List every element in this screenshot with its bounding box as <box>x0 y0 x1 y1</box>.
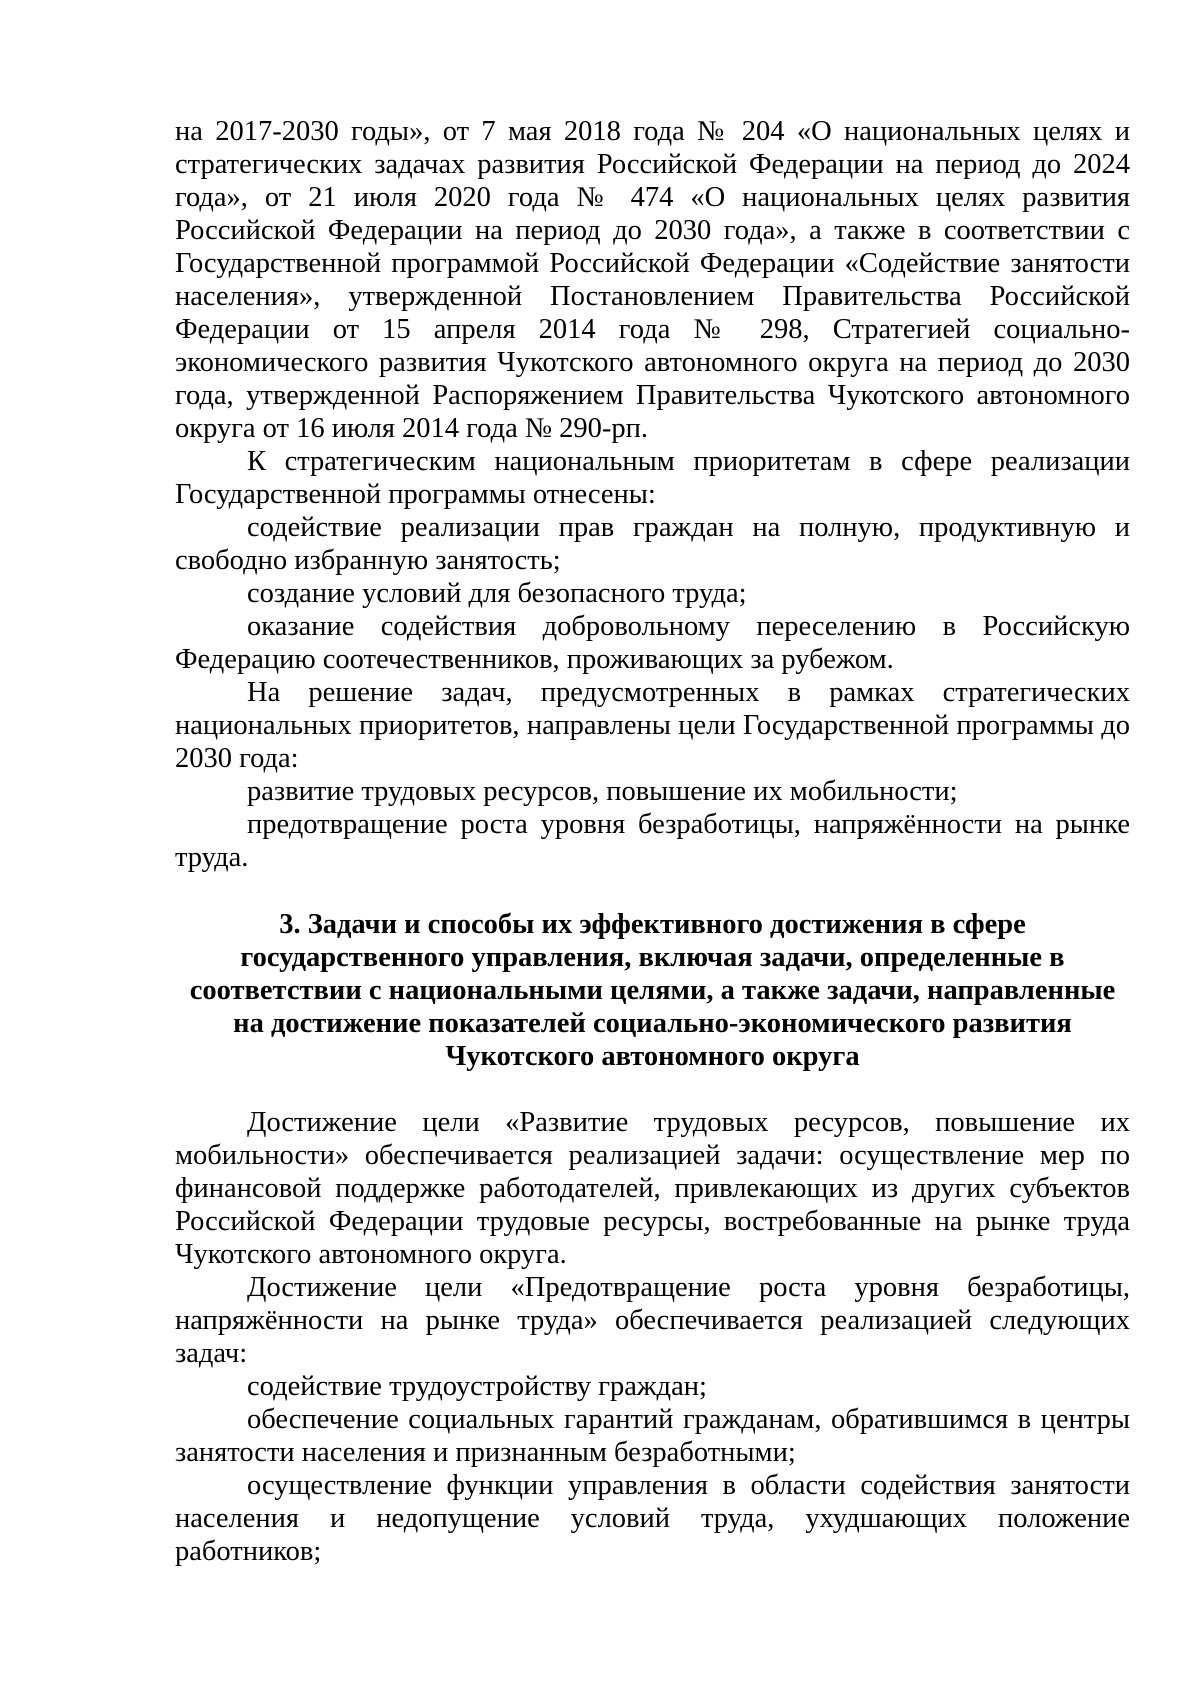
paragraph-task-social-guarantees: обеспечение социальных гарантий гражданам, обратившимся в центры занятости населения и признанным безработными; <box>175 1404 1130 1468</box>
section-heading-line: соответствии с национальными целями, а также задачи, направленные <box>189 975 1116 1006</box>
section-heading-line: Чукотского автономного округа <box>445 1041 860 1072</box>
paragraph-goal-labor-resources: развитие трудовых ресурсов, повышение их мобильности; <box>247 776 958 807</box>
paragraph-priorities-intro: К стратегическим национальным приоритетам в сфере реализации Государственной программы отнесены: <box>175 446 1130 510</box>
paragraph-priority-employment-rights: содействие реализации прав граждан на полную, продуктивную и свободно избранную занятость; <box>175 512 1130 576</box>
paragraph-goals-intro: На решение задач, предусмотренных в рамках стратегических национальных приоритетов, направлены цели Государственной программы до 2030 года: <box>175 677 1130 774</box>
paragraph-task-employment-assistance: содействие трудоустройству граждан; <box>247 1371 707 1402</box>
paragraph-unemployment-tasks-intro: Достижение цели «Предотвращение роста уровня безработицы, напряжённости на рынке труда» обеспечивается реализацией следующих задач: <box>175 1272 1130 1369</box>
paragraph-labor-resources-task: Достижение цели «Развитие трудовых ресурсов, повышение их мобильности» обеспечивается реализацией задачи: осуществление мер по финансовой поддержке работодателей, привлекающих из других субъектов Российской Федерации трудовые ресурсы, востребованные на рынке труда Чукотского автономного округа. <box>175 1107 1130 1270</box>
section-3-heading <box>175 908 1130 1073</box>
spacer <box>175 1073 1130 1106</box>
paragraph-goal-unemployment: предотвращение роста уровня безработицы, напряжённости на рынке труда. <box>175 809 1130 873</box>
paragraph-priority-safe-labor: создание условий для безопасного труда; <box>247 578 747 609</box>
section-heading-line: 3. Задачи и способы их эффективного достижения в сфере <box>279 909 1026 940</box>
paragraph-task-management-functions: осуществление функции управления в области содействия занятости населения и недопущение условий труда, ухудшающих положение работников; <box>175 1470 1130 1567</box>
document-page <box>175 115 1130 1568</box>
paragraph-priority-resettlement: оказание содействия добровольному переселению в Российскую Федерацию соотечественников, проживающих за рубежом. <box>175 611 1130 675</box>
section-heading-line: на достижение показателей социально-экономического развития <box>233 1008 1072 1039</box>
paragraph-legal-basis: на 2017-2030 годы», от 7 мая 2018 года № 204 «О национальных целях и стратегических задачах развития Российской Федерации на период до 2024 года», от 21 июля 2020 года № 474 «О национальных целях развития Российской Федерации на период до 2030 года», а также в соответствии с Государственной программой Российской Федерации «Содействие занятости населения», утвержденной Постановлением Правительства Российской Федерации от 15 апреля 2014 года № 298, Стратегией социально-экономического развития Чукотского автономного округа на период до 2030 года, утвержденной Распоряжением Правительства Чукотского автономного округа от 16 июля 2014 года № 290-рп. <box>175 116 1130 444</box>
section-heading-line: государственного управления, включая задачи, определенные в <box>240 942 1065 973</box>
